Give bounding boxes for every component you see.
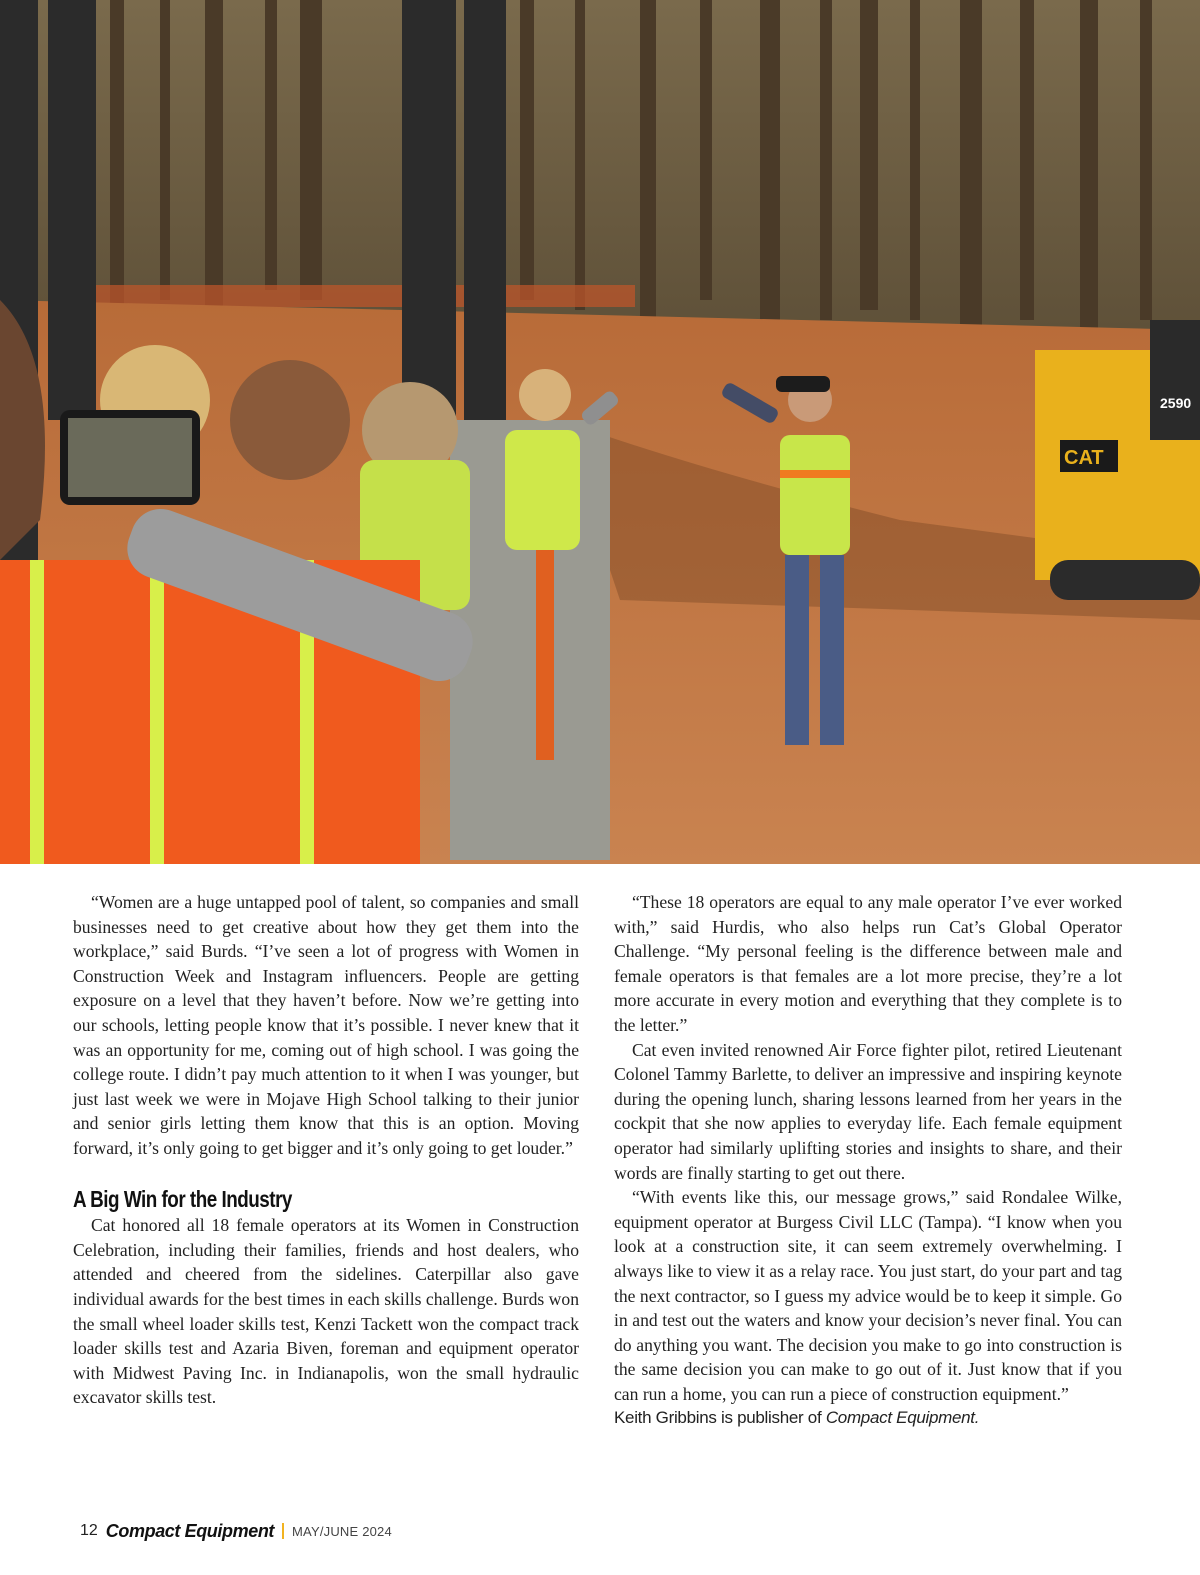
issue-date: MAY/JUNE 2024 [292,1523,392,1539]
keynote-paragraph: Cat even invited renowned Air Force fighter pilot, retired Lieutenant Colonel Tammy Barlette, to deliver an impressive and inspiring keynote during the opening lunch, sharing lessons learned from her years in the cockpit that she now applies to everyday life. Each female equipment operator had similarly uplifting stories and insights to share, and their words are finally starting to get out there. [614,1039,1122,1183]
right-column [614,890,1122,1431]
hurdis-quote-paragraph: “These 18 operators are equal to any male operator I’ve ever worked with,” said Hurdis, who also helps run Cat’s Global Operator Challenge. “My personal feeling is the difference between male and female operators is that females are a lot more precise, they’re a lot more accurate in every motion and everything that they complete is to the letter.” [614,892,1122,1035]
orange-safety-fence [95,285,635,307]
author-byline [614,1406,1122,1431]
footer-divider [282,1523,284,1539]
byline-text: Keith Gribbins is publisher of [614,1408,826,1428]
unit-number: 2590 [1160,395,1192,411]
magazine-name: Compact Equipment [105,1520,275,1541]
page-footer [80,1519,392,1543]
cat-badge: CAT [1064,447,1104,469]
burds-quote-paragraph: “Women are a huge untapped pool of talent, so companies and small businesses need to get creative about how they get them into the workplace,” said Burds. “I’ve seen a lot of progress with Women in Construction Week and Instagram influencers. People are getting exposure on a level that they haven’t before. Now we’re getting into our schools, letting people know that it’s possible. I never knew that it was an opportunity for me, coming out of high school. I was going the college route. I didn’t pay much attention to it when I was younger, but just last week we were in Mojave High School talking to their junior and senior girls letting them know that this is an option. Moving forward, it’s only going to get bigger and it’s only going to get louder.” [73,892,579,1158]
wilke-quote-paragraph: “With events like this, our message grows,” said Rondalee Wilke, equipment operator at Burgess Civil LLC (Tampa). “I know when you look at a construction site, it can seem extremely overwhelming. I always like to view it as a relay race. You just start, do your part and tag the next contractor, so I guess my advice would be to keep it simple. Go in and test out the waters and know your decision’s never final. You can do anything you want. The decision you make to go into construction is the same decision you can make to go out of it. Just know that if you can run a home, you can run a piece of construction equipment.” [614,1187,1122,1404]
section-subhead: A Big Win for the Industry [73,1185,292,1212]
awards-paragraph: Cat honored all 18 female operators at its Women in Construction Celebration, including their families, friends and host dealers, who attended and cheered from the sidelines. Caterpillar also gave individual awards for the best times in each skills challenge. Burds won the small wheel loader skills test, Kenzi Tackett won the compact track loader skills test and Azaria Biven, foreman and equipment operator with Midwest Paving Inc. in Indianapolis, won the small hydraulic excavator skills test. [73,1215,579,1408]
traffic-delineator [536,520,554,760]
skid-steer-loader [1035,320,1200,600]
byline-publication: Compact Equipment. [825,1408,980,1428]
left-column [73,890,579,1410]
page-number: 12 [80,1522,98,1539]
